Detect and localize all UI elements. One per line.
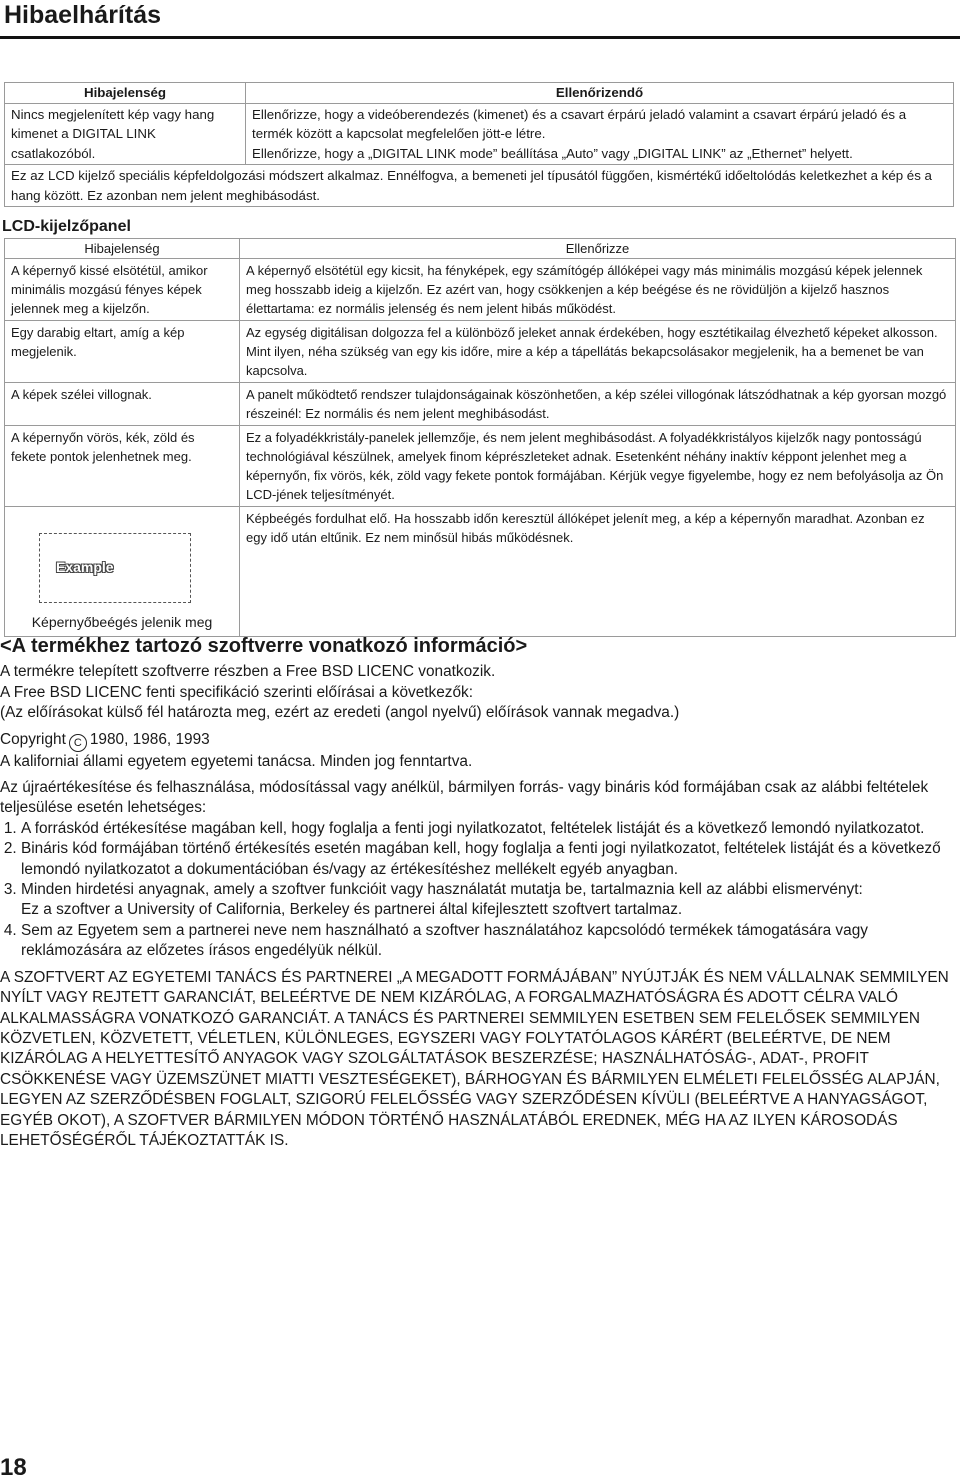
page-header bbox=[0, 0, 960, 36]
disclaimer-text: A SZOFTVERT AZ EGYETEMI TANÁCS ÉS PARTNEREI „A MEGADOTT FORMÁJÁBAN” NYÚJTJÁK ÉS NEM VÁLLALNAK SEMMILYEN NYÍLT VAGY REJTETT GARANCIÁT, BELEÉRTVE DE NEM KIZÁRÓLAG, A FORGALMAZHATÓSÁGRA ÉS ADOTT CÉLRA VALÓ ALKALMASSÁGRA VONATKOZÓ GARANCIÁT. A TANÁCS ÉS PARTNEREI SEMMILYEN ESETBEN SEM FELELŐSEK SEMMILYEN KÖZVETLEN, KÖZVETETT, VÉLETLEN, KÜLÖNLEGES, EGYSZERI VAGY FOLYTATÓLAGOS KÁRÉRT (BELEÉRTVE, DE NEM KIZÁRÓLAG A HELYETTESÍTŐ ANYAGOK VAGY SZOLGÁLTATÁSOK BESZERZÉSE; HASZNÁLHATÓSÁG-, ADAT-, PROFIT CSÖKKENÉSE VAGY ÜZEMSZÜNET MIATTI VESZTESÉGEKET), BÁRHOGYAN ÉS BÁRMILYEN ELMÉLETI FELELŐSSÉG ALAPJÁN, LEGYEN AZ SZERZŐDÉSBEN FOGLALT, SZIGORÚ FELELŐSSÉG VAGY SZERZŐDÉSEN KÍVÜLI (BELEÉRTVE A HANYAGSÁGOT, EGYÉB OKOT), A SZOFTVER BÁRMILYEN MÓDON TÖRTÉNŐ HASZNÁLATÁBÓL EREDNEK, MÉG HA AZ ILYEN KÁROSODÁS LEHETŐSÉGÉRŐL TÁJÉKOZTATTÁK IS. bbox=[0, 968, 949, 1149]
section-title-lcd: LCD-kijelzőpanel bbox=[2, 218, 131, 235]
symptom-cell: Egy darabig eltart, amíg a kép megjelenik. bbox=[5, 321, 240, 383]
note-cell: Ez az LCD kijelző speciális képfeldolgozási módszert alkalmaz. Ennélfogva, a bemeneti jel típusától függően, kismértékű időeltolódás keletkezhet a kép és a hang között. Ez azonban nem jelent meghibásodást. bbox=[5, 165, 954, 207]
check-text-2: Ellenőrizze, hogy a „DIGITAL LINK mode” beállítása „Auto” vagy „DIGITAL LINK” az „Ethernet” helyett. bbox=[252, 145, 853, 161]
copyright-prefix: Copyright bbox=[0, 730, 66, 748]
conditions-list bbox=[0, 819, 950, 962]
column-header-symptom: Hibajelenség bbox=[5, 83, 246, 104]
symptom-cell: A képek szélei villognak. bbox=[5, 383, 240, 426]
intro-line-3: (Az előírásokat külső fél határozta meg, ezért az eredeti (angol nyelvű) előírások vannak megadva.) bbox=[0, 704, 680, 722]
check-cell: Az egység digitálisan dolgozza fel a különböző jeleket annak érdekében, hogy esztétikailag élvezhető képeket alkosson. Mint ilyen, néha szükség van egy kis időre, mire a kép a tápellátás bekapcsolásakor megjelenik, ha a bemenet be van kapcsolva. bbox=[240, 321, 956, 383]
table-row bbox=[5, 383, 956, 426]
intro-line-2: A Free BSD LICENC fenti specifikáció szerinti előírásai a következők: bbox=[0, 683, 474, 701]
table-header-row bbox=[5, 83, 954, 104]
list-item bbox=[21, 880, 950, 921]
check-cell: A képernyő elsötétül egy kicsit, ha fényképek, egy számítógép állóképei vagy más minimális mozgású képek jelennek meg hosszabb ideig a kijelzőn. Ez azért van, hogy csökkenjen a kép beégése és ne rövidüljön a kijelző hasznos élettartama: ez normális jelenség és nem jelent hibás működést. bbox=[240, 259, 956, 321]
burn-in-caption: Képernyőbeégés jelenik meg bbox=[31, 614, 213, 630]
conditions-intro: Az újraértékesítése és felhasználása, módosítással vagy anélkül, bármilyen forrás- vagy bináris kód formájában csak az alábbi feltételek teljesülése esetén lehetséges: bbox=[0, 779, 929, 817]
list-item: 1. A forráskód értékesítése magában kell, hogy foglalja a fenti jogi nyilatkozatot, feltételek listáját és a következő lemondó nyilatkozatot. bbox=[21, 819, 950, 839]
copyright-years: 1980, 1986, 1993 bbox=[89, 730, 210, 748]
software-info-title: <A termékhez tartozó szoftverre vonatkozó információ> bbox=[0, 635, 528, 657]
table-header-row bbox=[5, 239, 956, 259]
example-label: Example bbox=[56, 559, 114, 575]
header-rule bbox=[0, 36, 960, 39]
check-cell: A panelt működtető rendszer tulajdonságainak köszönhetően, a kép szélei villogónak látszódhatnak a kép gyorsan mozgó részeinél: Ez normális és nem jelent meghibásodást. bbox=[240, 383, 956, 426]
table-row bbox=[5, 426, 956, 507]
table-note-row bbox=[5, 165, 954, 207]
table-row bbox=[5, 259, 956, 321]
copyright-icon: C bbox=[69, 734, 87, 752]
software-info-section bbox=[0, 636, 950, 1151]
list-item-text: 3. Minden hirdetési anyagnak, amely a szoftver funkcióit vagy használatát mutatja be, tartalmaznia kell az alábbi elismervényt: bbox=[21, 881, 863, 899]
check-cell: Ez a folyadékkristály-panelek jellemzője, és nem jelent meghibásodást. A folyadékkristályos kijelzők nagy pontosságú technológiával készülnek, amelyek finom képrészleteket adnak. Esetenként néhány inaktív képpont jelenhet meg a képernyőn, fix vörös, kék, zöld vagy fekete pontok formájában. Kérjük vegye figyelembe, hogy ez nem befolyásolja az Ön LCD-jének teljesítményét. bbox=[240, 426, 956, 507]
check-cell: Képbeégés fordulhat elő. Ha hosszabb időn keresztül állóképet jelenít meg, a kép a képernyőn maradhat. Azonban ez egy idő után eltűnik. Ez nem minősül hibás működésnek. bbox=[240, 507, 956, 637]
symptom-cell: A képernyő kissé elsötétül, amikor minimális mozgású fényes képek jelennek meg a kijelzőn. bbox=[5, 259, 240, 321]
lcd-troubleshooting-table bbox=[4, 238, 956, 637]
page-title: Hibaelhárítás bbox=[4, 1, 162, 29]
table-row bbox=[5, 321, 956, 383]
list-item: 4. Sem az Egyetem sem a partnerei neve nem használható a szoftver használatához kapcsolódó termékek támogatására vagy reklámozására az előzetes írásos engedélyük nélkül. bbox=[21, 921, 950, 962]
column-header-check: Ellenőrizze bbox=[240, 239, 956, 259]
column-header-check: Ellenőrizendő bbox=[246, 83, 954, 104]
symptom-cell: Nincs megjelenített kép vagy hang kimenet a DIGITAL LINK csatlakozóból. bbox=[5, 103, 246, 165]
column-header-symptom: Hibajelenség bbox=[5, 239, 240, 259]
intro-line-1: A termékre telepített szoftverre részben a Free BSD LICENC vonatkozik. bbox=[0, 663, 496, 681]
check-cell bbox=[246, 103, 954, 165]
table-row bbox=[5, 103, 954, 165]
regents-line: A kaliforniai állami egyetem egyetemi tanácsa. Minden jog fenntartva. bbox=[0, 752, 473, 770]
burn-in-example-illustration bbox=[39, 533, 191, 603]
symptom-cell: A képernyőn vörös, kék, zöld és fekete pontok jelenhetnek meg. bbox=[5, 426, 240, 507]
page-number: 18 bbox=[0, 1454, 27, 1481]
acknowledgement-text: Ez a szoftver a University of California, Berkeley és partnerei által kifejlesztett szoftvert tartalmaz. bbox=[21, 901, 683, 919]
digital-link-troubleshooting-table bbox=[4, 82, 954, 207]
check-text-1: Ellenőrizze, hogy a videóberendezés (kimenet) és a csavart érpárú jeladó valamint a csavart érpárú jeladó és a termék között a kapcsolat megfelelően jött-e létre. bbox=[252, 106, 907, 141]
symptom-cell bbox=[5, 507, 240, 637]
list-item: 2. Bináris kód formájában történő értékesítés esetén magában kell, hogy foglalja a fenti jogi nyilatkozatot, feltételek listáját és a következő lemondó nyilatkozatot a dokumentációban és/vagy az értékesítéshez mellékelt egyéb anyagban. bbox=[21, 839, 950, 880]
copyright-line bbox=[0, 730, 950, 752]
table-row bbox=[5, 507, 956, 637]
